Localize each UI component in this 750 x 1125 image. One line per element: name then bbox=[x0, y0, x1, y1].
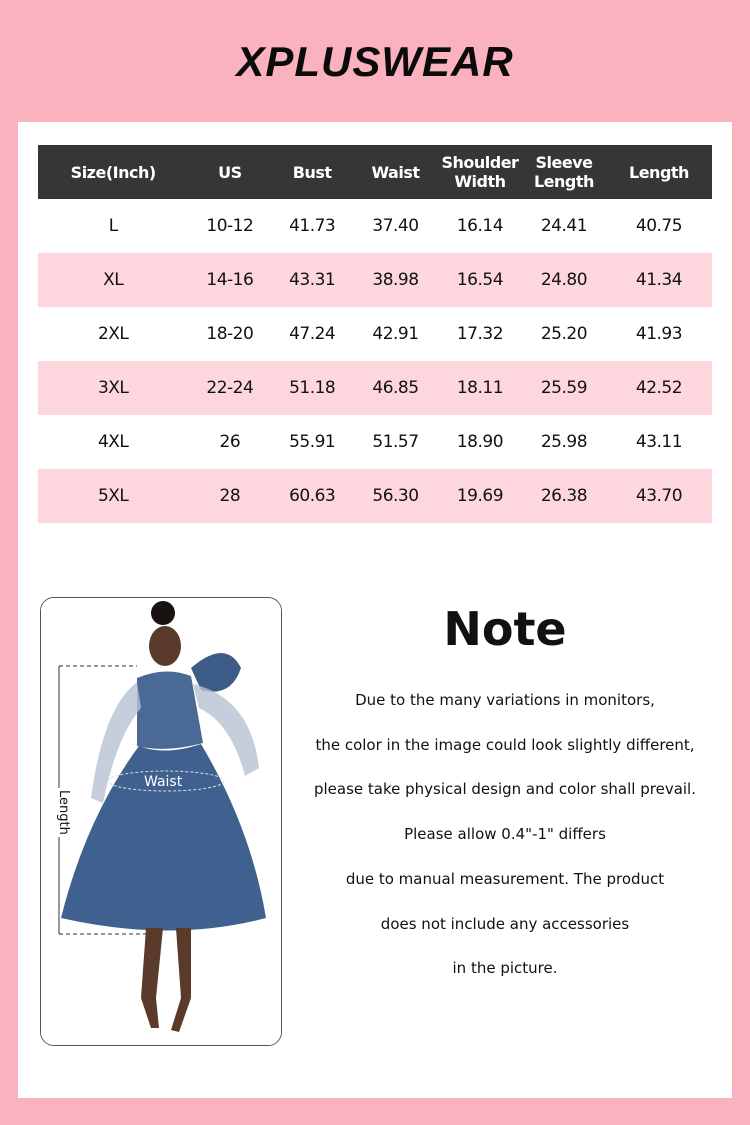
column-header: Size(Inch) bbox=[38, 145, 188, 199]
column-header: Waist bbox=[353, 145, 438, 199]
note-line: Due to the many variations in monitors, bbox=[355, 691, 655, 709]
table-cell: 28 bbox=[188, 469, 271, 523]
table-cell: 55.91 bbox=[289, 432, 336, 452]
table-cell: 51.18 bbox=[271, 361, 353, 415]
table-cell: 41.93 bbox=[635, 324, 683, 344]
table-cell: 16.14 bbox=[456, 216, 504, 236]
table-cell: 3XL bbox=[38, 361, 188, 415]
table-cell: 18.90 bbox=[456, 432, 504, 452]
table-row bbox=[38, 415, 712, 469]
table-cell: 42.52 bbox=[606, 361, 712, 415]
table-cell: 43.70 bbox=[606, 469, 712, 523]
table-cell: 38.98 bbox=[353, 253, 438, 307]
model-photo bbox=[40, 597, 282, 1046]
column-header: Sleeve Length bbox=[522, 145, 606, 199]
table-cell: 43.11 bbox=[635, 432, 683, 452]
table-cell: 51.57 bbox=[372, 432, 419, 452]
table-cell: L bbox=[108, 216, 118, 236]
column-header: Length bbox=[606, 145, 712, 199]
model-illustration bbox=[41, 598, 282, 1046]
table-cell: 4XL bbox=[97, 432, 129, 452]
table-cell: 46.85 bbox=[353, 361, 438, 415]
table-cell: 2XL bbox=[97, 324, 129, 344]
table-row bbox=[38, 307, 712, 361]
table-cell: 42.91 bbox=[372, 324, 419, 344]
note-title: Note bbox=[443, 602, 567, 656]
note-line: in the picture. bbox=[452, 959, 558, 978]
table-cell: 26.38 bbox=[522, 469, 606, 523]
brand-logo: XPLUSWEAR bbox=[236, 38, 514, 85]
size-table bbox=[38, 145, 712, 523]
table-cell: 43.31 bbox=[271, 253, 353, 307]
content-panel bbox=[18, 122, 732, 1098]
table-cell: XL bbox=[38, 253, 188, 307]
table-cell: 60.63 bbox=[271, 469, 353, 523]
waist-label: Waist bbox=[144, 774, 183, 790]
table-cell: 22-24 bbox=[188, 361, 271, 415]
table-cell: 5XL bbox=[38, 469, 188, 523]
table-cell: 19.69 bbox=[438, 469, 522, 523]
table-cell: 14-16 bbox=[188, 253, 271, 307]
table-cell: 18-20 bbox=[206, 324, 254, 344]
table-cell: 25.20 bbox=[540, 324, 588, 344]
table-cell: 41.34 bbox=[606, 253, 712, 307]
table-cell: 37.40 bbox=[372, 216, 419, 236]
length-label: Length bbox=[56, 790, 71, 835]
table-cell: 47.24 bbox=[289, 324, 336, 344]
column-header: Shoulder Width bbox=[438, 145, 522, 199]
table-cell: 25.98 bbox=[540, 432, 588, 452]
note-line: does not include any accessories bbox=[380, 914, 630, 933]
table-header-row bbox=[38, 145, 712, 199]
table-cell: 26 bbox=[219, 432, 241, 452]
table-cell: 40.75 bbox=[635, 216, 683, 236]
table-cell: 16.54 bbox=[438, 253, 522, 307]
table-cell: 24.41 bbox=[540, 216, 588, 236]
table-cell: 25.59 bbox=[522, 361, 606, 415]
table-cell: 24.80 bbox=[522, 253, 606, 307]
note-line: the color in the image could look slightly different, bbox=[315, 735, 695, 754]
column-header: US bbox=[188, 145, 271, 199]
table-row bbox=[38, 469, 712, 523]
table-cell: 10-12 bbox=[206, 216, 254, 236]
column-header: Bust bbox=[271, 145, 353, 199]
note-line: due to manual measurement. The product bbox=[345, 869, 665, 888]
table-cell: 17.32 bbox=[456, 324, 504, 344]
table-row bbox=[38, 361, 712, 415]
table-row bbox=[38, 253, 712, 307]
table-cell: 18.11 bbox=[438, 361, 522, 415]
note-line: please take physical design and color shall prevail. bbox=[313, 780, 696, 799]
table-cell: 56.30 bbox=[353, 469, 438, 523]
table-row bbox=[38, 199, 712, 253]
table-cell: 41.73 bbox=[289, 216, 336, 236]
note-line: Please allow 0.4"-1" differs bbox=[404, 825, 606, 844]
